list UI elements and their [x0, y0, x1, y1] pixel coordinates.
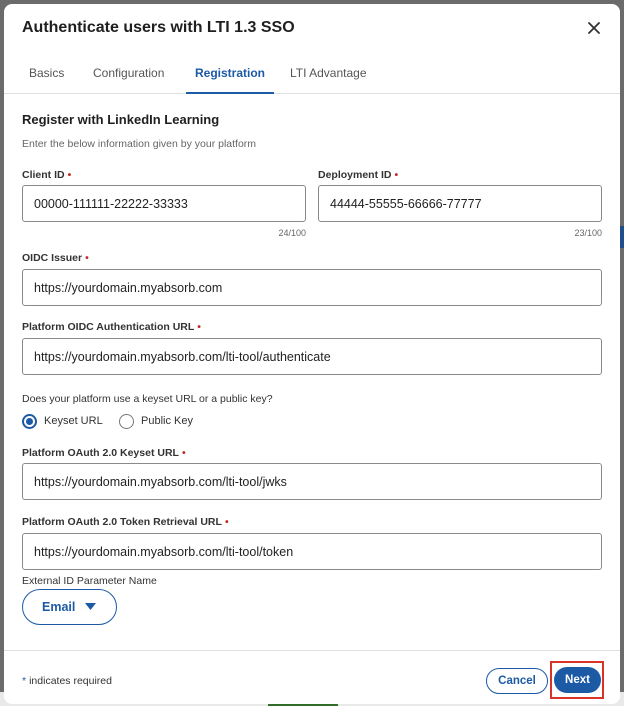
public-key-radio[interactable]	[119, 414, 134, 429]
tab-basics[interactable]: Basics	[29, 66, 65, 80]
oidc-auth-url-label	[22, 321, 201, 333]
dialog-footer	[4, 650, 620, 704]
external-id-dropdown[interactable]	[22, 589, 117, 625]
required-marker: •	[85, 252, 89, 264]
oidc-auth-url-label-text: Platform OIDC Authentication URL	[22, 321, 195, 333]
required-marker: •	[224, 516, 229, 528]
token-url-label-text: Platform OAuth 2.0 Token Retrieval URL	[22, 516, 222, 528]
tab-registration[interactable]: Registration	[186, 54, 274, 94]
required-note	[22, 675, 112, 687]
token-url-input[interactable]	[22, 533, 602, 570]
client-id-label-text: Client ID	[22, 169, 65, 181]
dialog-title: Authenticate users with LTI 1.3 SSO	[22, 19, 295, 36]
oidc-auth-url-input[interactable]	[22, 338, 602, 375]
lti-sso-dialog	[4, 4, 620, 704]
external-id-label: External ID Parameter Name	[22, 575, 157, 587]
required-marker: •	[67, 169, 72, 181]
deployment-id-counter: 23/100	[574, 228, 602, 238]
dialog-header	[4, 4, 620, 54]
close-icon	[588, 22, 600, 34]
required-marker: •	[197, 321, 201, 333]
caret-down-icon	[85, 603, 96, 610]
cancel-button[interactable]: Cancel	[486, 668, 548, 694]
oidc-issuer-label-text: OIDC Issuer	[22, 252, 83, 264]
deployment-id-label-text: Deployment ID	[318, 169, 392, 181]
oidc-issuer-label	[22, 252, 89, 264]
client-id-counter: 24/100	[278, 228, 306, 238]
required-note-text: indicates required	[29, 675, 112, 687]
keyset-url-label-text: Platform OAuth 2.0 Keyset URL	[22, 447, 179, 459]
next-button[interactable]: Next	[554, 667, 601, 693]
keyset-url-label	[22, 447, 186, 459]
tab-configuration[interactable]: Configuration	[93, 66, 165, 80]
client-id-label	[22, 169, 71, 181]
tab-bar	[4, 54, 620, 94]
required-marker: •	[181, 447, 186, 459]
section-title: Register with LinkedIn Learning	[22, 112, 220, 127]
token-url-label	[22, 516, 229, 528]
client-id-input[interactable]	[22, 185, 306, 222]
required-note-star: *	[22, 675, 27, 687]
deployment-id-label	[318, 169, 398, 181]
key-choice-question: Does your platform use a keyset URL or a public key?	[22, 393, 273, 405]
tab-lti-advantage[interactable]: LTI Advantage	[290, 66, 367, 80]
background-page-strip	[620, 226, 624, 248]
external-id-selected: Email	[42, 600, 76, 614]
keyset-url-radio-label[interactable]: Keyset URL	[44, 415, 103, 427]
required-marker: •	[394, 169, 399, 181]
deployment-id-input[interactable]	[318, 185, 602, 222]
close-button[interactable]	[584, 18, 604, 38]
oidc-issuer-input[interactable]	[22, 269, 602, 306]
section-subtitle: Enter the below information given by your platform	[22, 138, 257, 150]
keyset-url-input[interactable]	[22, 463, 602, 500]
public-key-radio-label[interactable]: Public Key	[141, 415, 193, 427]
keyset-url-radio[interactable]	[22, 414, 37, 429]
